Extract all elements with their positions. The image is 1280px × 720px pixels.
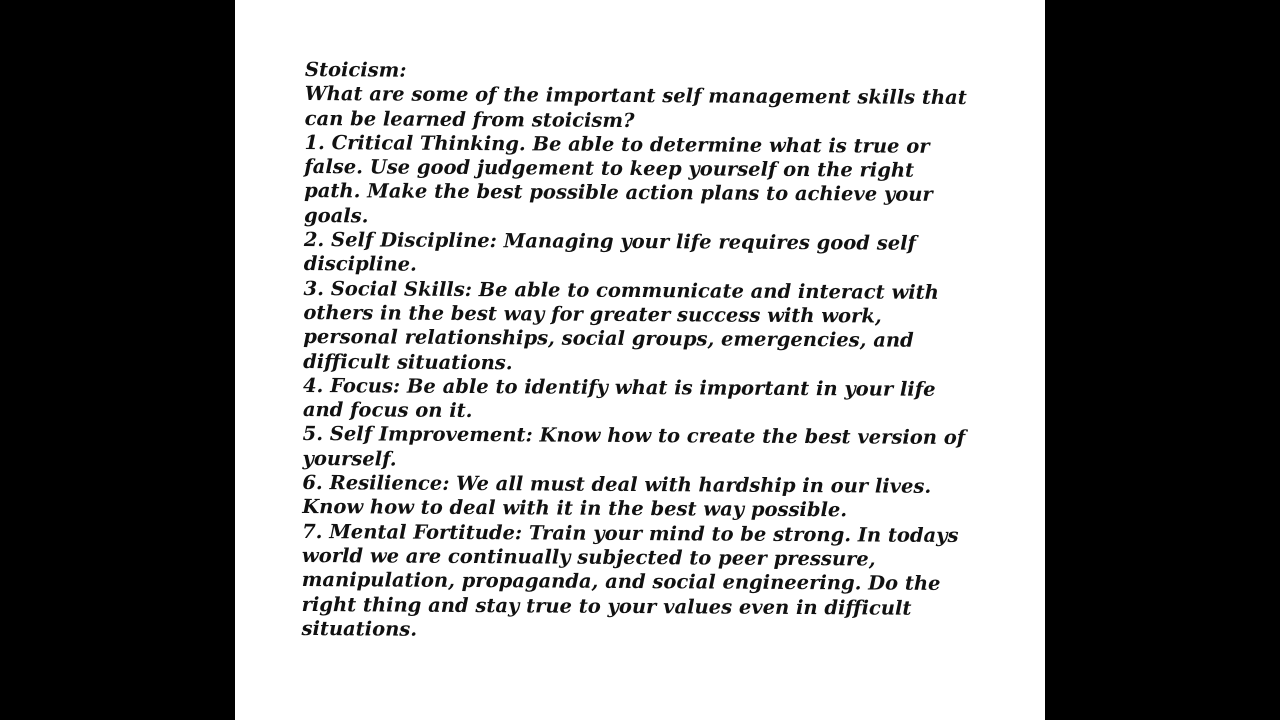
item-1-line: path. Make the best possible action plans to achieve your	[304, 179, 933, 207]
document-text	[301, 58, 995, 645]
document-page	[235, 0, 1045, 720]
question-line: What are some of the important self management skills that	[304, 82, 967, 110]
item-6-line: Know how to deal with it in the best way possible.	[302, 495, 848, 522]
item-6-line: 6. Resilience: We all must deal with hardship in our lives.	[302, 471, 932, 498]
item-3-line: 3. Social Skills: Be able to communicate and interact with	[303, 276, 939, 304]
item-1-line: false. Use good judgement to keep yourself on the right	[304, 155, 915, 182]
item-2-line: 2. Self Discipline: Managing your life requires good self	[303, 228, 917, 255]
item-1-line: goals.	[303, 203, 369, 228]
question-line: can be learned from stoicism?	[304, 106, 635, 132]
item-7-line: right thing and stay true to your values even in difficult	[301, 592, 912, 620]
item-5-line: yourself.	[302, 446, 397, 471]
title-line: Stoicism:	[304, 58, 407, 82]
item-4-line: 4. Focus: Be able to identify what is important in your life	[302, 373, 936, 401]
item-7-line: 7. Mental Fortitude: Train your mind to be strong. In todays	[302, 519, 959, 547]
item-7-line: situations.	[301, 616, 418, 641]
item-3-line: personal relationships, social groups, emergencies, and	[303, 325, 914, 352]
item-3-line: difficult situations.	[303, 349, 513, 374]
item-7-line: world we are continually subjected to peer pressure,	[301, 543, 876, 571]
item-3-line: others in the best way for greater success with work,	[303, 300, 882, 328]
item-2-line: discipline.	[303, 252, 417, 277]
item-7-line: manipulation, propaganda, and social engineering. Do the	[301, 568, 941, 596]
item-5-line: 5. Self Improvement: Know how to create the best version of	[302, 422, 966, 450]
item-1-line: 1. Critical Thinking. Be able to determine what is true or	[304, 130, 930, 158]
item-4-line: and focus on it.	[302, 398, 473, 423]
